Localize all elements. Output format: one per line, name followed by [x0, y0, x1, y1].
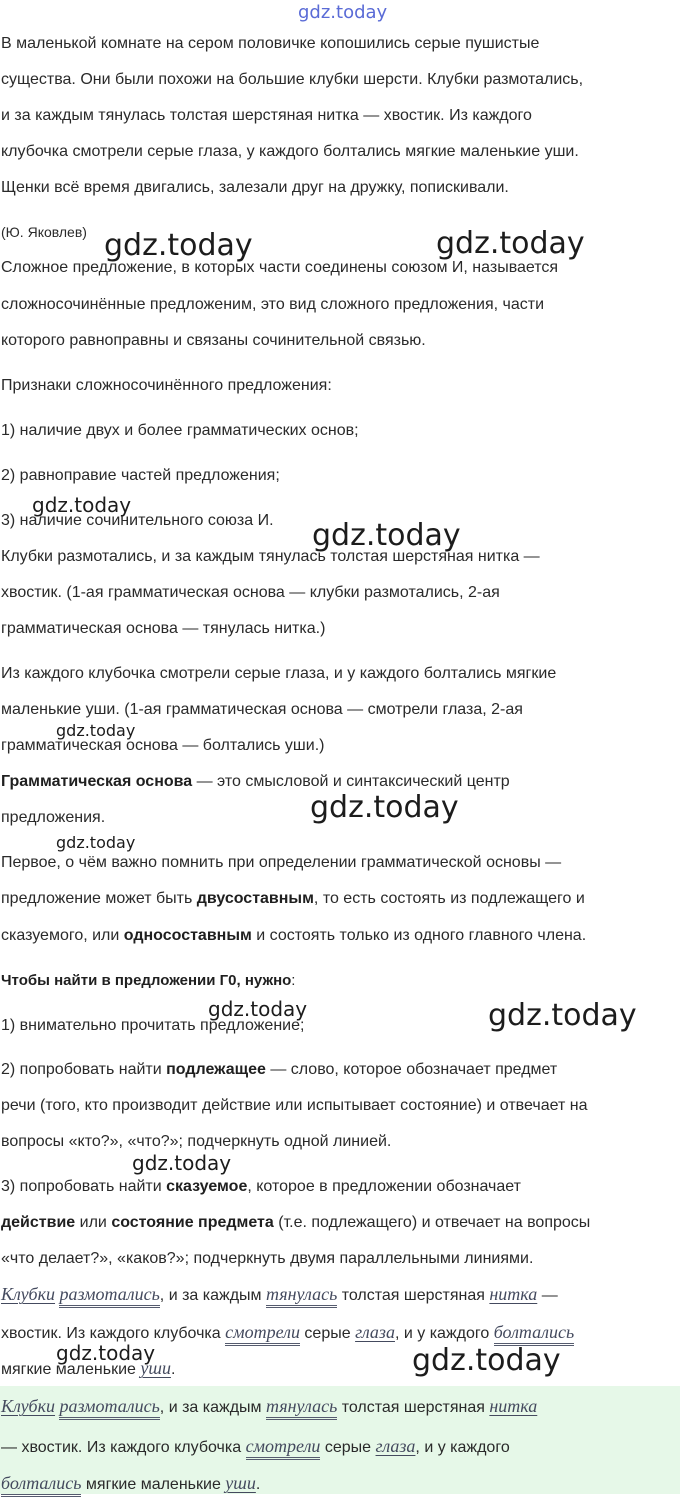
analysis-line — [1, 1322, 574, 1344]
answer-line — [1, 1473, 260, 1495]
text: серые — [299, 1325, 356, 1342]
term: сказуемое — [166, 1178, 248, 1195]
subject: нитка — [489, 1284, 538, 1304]
analysis-line — [1, 1358, 175, 1380]
grammar-base-definition: предложения. — [1, 809, 106, 826]
text: , и за каждым — [159, 1399, 266, 1416]
step-item — [1, 1213, 590, 1233]
sign-item: 1) наличие двух и более грамматических основ; — [1, 422, 359, 439]
text: : — [291, 972, 296, 989]
example-line: грамматическая основа — болтались уши.) — [1, 737, 325, 754]
text: толстая шерстяная — [337, 1399, 490, 1416]
text: , и у каждого — [394, 1325, 494, 1342]
text: , и у каждого — [415, 1439, 510, 1456]
note-line: Первое, о чём важно помнить при определении грамматической основы — — [1, 854, 562, 871]
watermark: gdz.today — [208, 997, 308, 1021]
watermark: gdz.today — [412, 1343, 561, 1378]
grammar-base-definition — [1, 772, 510, 792]
predicate: смотрели — [246, 1436, 321, 1460]
sign-item: 3) наличие сочинительного союза И. — [1, 512, 274, 529]
watermark: gdz.today — [310, 790, 459, 825]
text: , которое в предложении обозначает — [247, 1178, 521, 1195]
watermark: gdz.today — [104, 228, 253, 263]
answer-line — [1, 1436, 510, 1458]
predicate: тянулась — [266, 1284, 337, 1308]
text: . — [170, 1361, 176, 1378]
text: 3) попробовать найти — [1, 1178, 167, 1195]
step-item — [1, 1060, 557, 1080]
term: действие — [1, 1214, 76, 1231]
text: мягкие маленькие — [1, 1361, 141, 1378]
example-line: Клубки размотались, и за каждым тянулась толстая шерстяная нитка — — [1, 548, 540, 565]
note-line — [1, 889, 585, 909]
note-line — [1, 926, 586, 946]
example-line: грамматическая основа — тянулась нитка.) — [1, 620, 326, 637]
text: сказуемого, или — [1, 927, 124, 944]
passage-line: клубочка смотрели серые глаза, у каждого болтались мягкие маленькие уши. — [1, 143, 579, 160]
term: подлежащее — [166, 1061, 266, 1078]
step-item: «что делает?», «каков?»; подчеркнуть двумя параллельными линиями. — [1, 1250, 534, 1267]
passage-line: В маленькой комнате на сером половичке копошились серые пушистые — [1, 35, 540, 52]
watermark: gdz.today — [56, 721, 136, 740]
step-item — [1, 1177, 521, 1197]
steps-title — [1, 971, 295, 991]
term: состояние предмета — [111, 1214, 274, 1231]
watermark: gdz.today — [56, 833, 136, 852]
predicate: болтались — [494, 1322, 574, 1346]
predicate: тянулась — [266, 1396, 337, 1420]
subject: Клубки — [1, 1396, 56, 1416]
term: Грамматическая основа — [1, 773, 193, 790]
example-line: маленькие уши. (1-ая грамматическая основа — смотрели глаза, 2-ая — [1, 701, 523, 718]
analysis-line — [1, 1284, 558, 1306]
watermark: gdz.today — [32, 493, 132, 517]
subject: глаза — [375, 1436, 416, 1456]
text: и состоять только из одного главного члена. — [251, 927, 587, 944]
text: , то есть состоять из подлежащего и — [313, 890, 585, 907]
text: 2) попробовать найти — [1, 1061, 167, 1078]
text: серые — [320, 1439, 376, 1456]
predicate: смотрели — [225, 1322, 300, 1346]
subject: Клубки — [1, 1284, 56, 1304]
signs-title: Признаки сложносочинённого предложения: — [1, 377, 332, 394]
text: — это смысловой и синтаксический центр — [192, 773, 510, 790]
passage-line: существа. Они были похожи на большие клубки шерсти. Клубки размотались, — [1, 71, 584, 88]
watermark: gdz.today — [56, 1341, 156, 1365]
predicate: размотались — [59, 1396, 159, 1420]
text: . — [255, 1476, 261, 1493]
step-item: речи (того, кто производит действие или испытывает состояние) и отвечает на — [1, 1097, 588, 1114]
text: или — [75, 1214, 112, 1231]
example-line: хвостик. (1-ая грамматическая основа — клубки размотались, 2-ая — [1, 584, 500, 601]
step-item: вопросы «кто?», «что?»; подчеркнуть одной линией. — [1, 1133, 392, 1150]
watermark: gdz.today — [132, 1151, 232, 1175]
example-line: Из каждого клубочка смотрели серые глаза, и у каждого болтались мягкие — [1, 665, 557, 682]
title: Чтобы найти в предложении Г0, нужно — [1, 972, 292, 989]
subject: уши — [225, 1473, 256, 1493]
text: предложение может быть — [1, 890, 197, 907]
text: — слово, которое обозначает предмет — [265, 1061, 558, 1078]
predicate: болтались — [1, 1473, 81, 1497]
term: односоставным — [123, 927, 252, 944]
step-item: 1) внимательно прочитать предложение; — [1, 1017, 305, 1034]
text: — хвостик. Из каждого клубочка — [1, 1439, 246, 1456]
watermark: gdz.today — [298, 2, 388, 23]
text: (т.е. подлежащего) и отвечает на вопросы — [273, 1214, 591, 1231]
subject: уши — [140, 1358, 171, 1378]
text: хвостик. Из каждого клубочка — [1, 1325, 226, 1342]
term: двусоставным — [196, 890, 314, 907]
definition-line: сложносочинённые предложеним, это вид сложного предложения, части — [1, 296, 544, 313]
definition-line: Сложное предложение, в которых части соединены союзом И, называется — [1, 259, 559, 276]
author: (Ю. Яковлев) — [1, 224, 87, 240]
passage-line: Щенки всё время двигались, залезали друг на дружку, попискивали. — [1, 179, 509, 196]
text: — — [537, 1287, 558, 1304]
definition-line: которого равноправны и связаны сочинительной связью. — [1, 332, 426, 349]
text: толстая шерстяная — [337, 1287, 490, 1304]
passage-line: и за каждым тянулась толстая шерстяная нитка — хвостик. Из каждого — [1, 107, 532, 124]
text: мягкие маленькие — [81, 1476, 226, 1493]
subject: нитка — [489, 1396, 538, 1416]
subject: глаза — [355, 1322, 395, 1342]
answer-line — [1, 1396, 537, 1418]
watermark: gdz.today — [312, 518, 461, 553]
text: , и за каждым — [159, 1287, 266, 1304]
sign-item: 2) равноправие частей предложения; — [1, 467, 280, 484]
watermark: gdz.today — [436, 226, 585, 261]
watermark: gdz.today — [488, 998, 637, 1033]
predicate: размотались — [59, 1284, 159, 1308]
